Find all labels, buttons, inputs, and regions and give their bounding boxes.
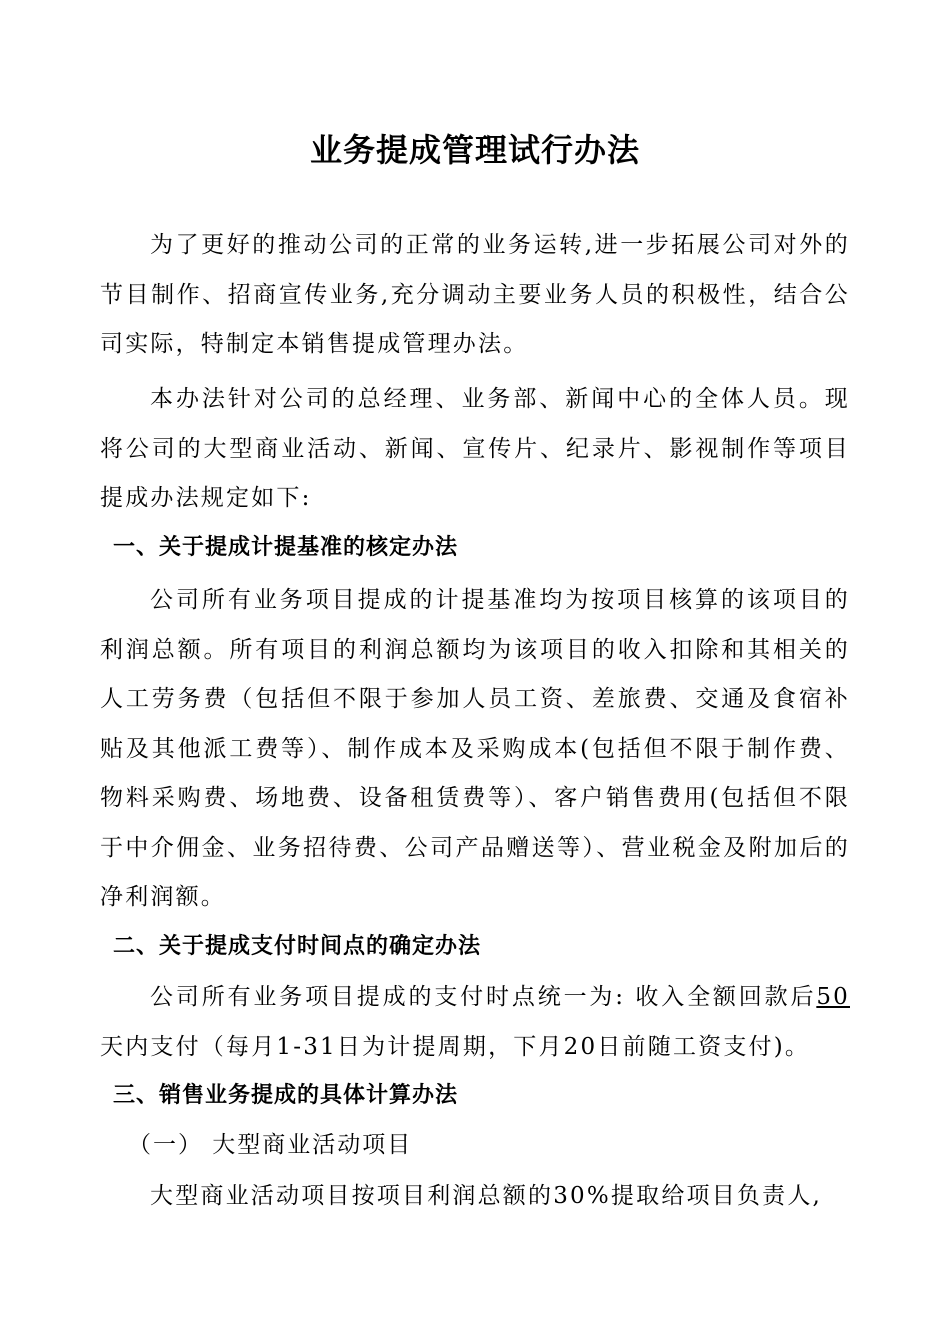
payment-days-value: 50: [816, 984, 850, 1010]
section-2-body: [100, 973, 850, 1072]
section-3-heading: 三、销售业务提成的具体计算办法: [113, 1083, 459, 1108]
section-2-heading: 二、关于提成支付时间点的确定办法: [113, 934, 482, 959]
document-title: 业务提成管理试行办法: [309, 131, 640, 169]
intro-paragraph-1: 为了更好的推动公司的正常的业务运转,进一步拓展公司对外的节目制作、招商宣传业务,充分调动主要业务人员的积极性，结合公司实际，特制定本销售提成管理办法。: [100, 232, 850, 357]
section-3-sub-1-body: 大型商业活动项目按项目利润总额的30%提取给项目负责人,: [150, 1183, 823, 1209]
section-2-body-before: 公司所有业务项目提成的支付时点统一为: 收入全额回款后: [150, 984, 817, 1010]
section-1-heading: 一、关于提成计提基准的核定办法: [113, 535, 459, 560]
section-1-body: 公司所有业务项目提成的计提基准均为按项目核算的该项目的利润总额。所有项目的利润总额均为该项目的收入扣除和其相关的人工劳务费（包括但不限于参加人员工资、差旅费、交通及食宿补贴及其他派工费等）、制作成本及采购成本(包括但不限于制作费、物料采购费、场地费、设备租赁费等）、客户销售费用(包括但不限于中介佣金、业务招待费、公司产品赠送等）、营业税金及附加后的净利润额。: [100, 587, 850, 910]
section-2-body-after: 天内支付（每月1-31日为计提周期，下月20日前随工资支付)。: [100, 1033, 811, 1060]
section-3-sub-1-heading: （一） 大型商业活动项目: [128, 1132, 413, 1158]
intro-paragraph-2: 本办法针对公司的总经理、业务部、新闻中心的全体人员。现将公司的大型商业活动、新闻、宣传片、纪录片、影视制作等项目提成办法规定如下:: [100, 386, 850, 511]
